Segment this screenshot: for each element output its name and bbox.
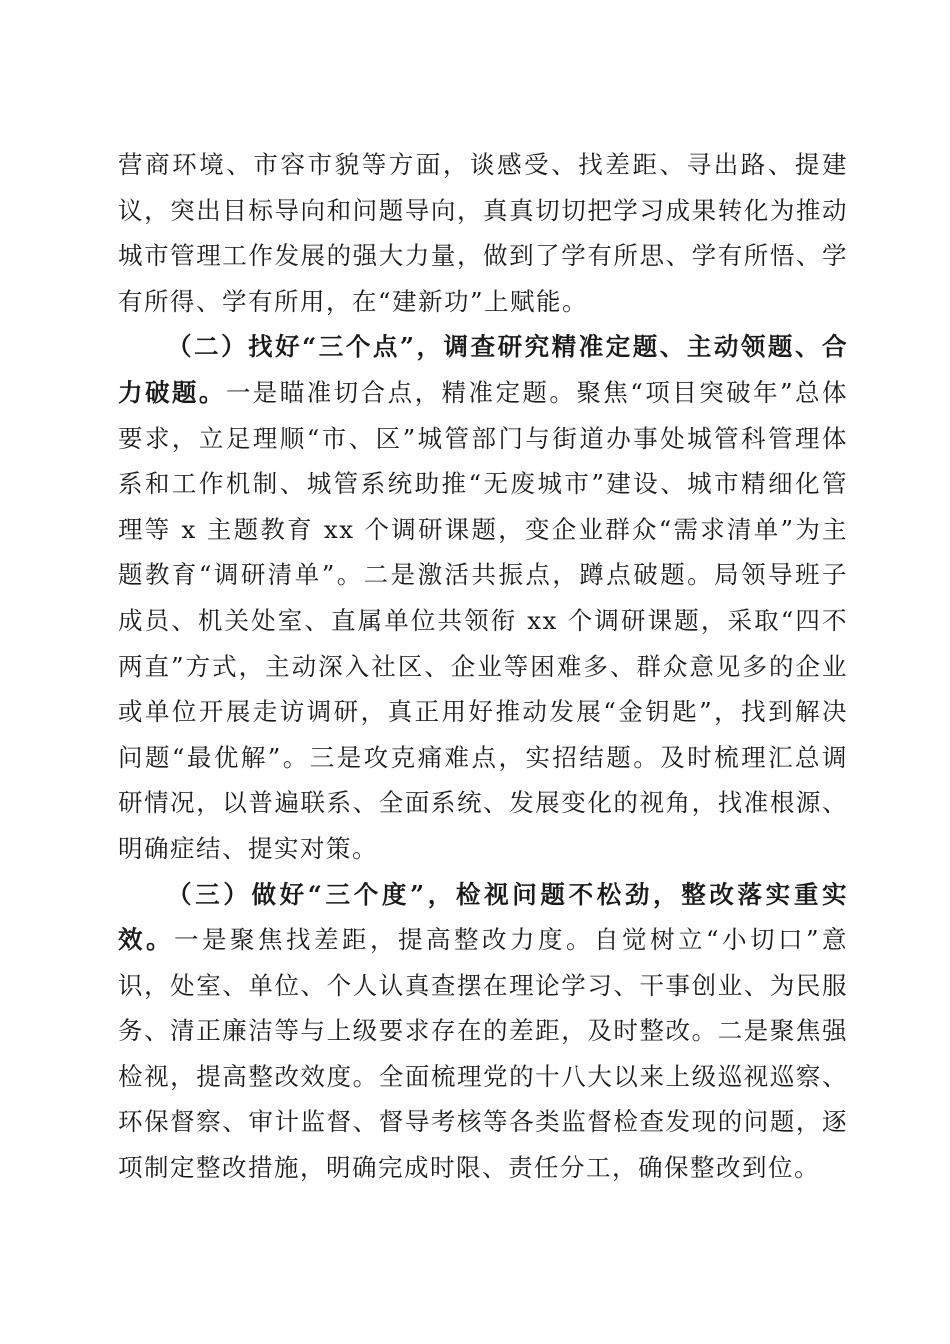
paragraph-3-text: 一是聚焦找差距，提高整改力度。自觉树立“小切口”意识，处室、单位、个人认真查摆在理论学习、干事创业、为民服务、清正廉洁等与上级要求存在的差距，及时整改。二是聚焦强检视，提高整改效度。全面梳理党的十八大以来上级巡视巡察、环保督察、审计监督、督导考核等各类监督检查发现的问题，逐项制定整改措施，明确完成时限、责任分工，确保整改到位。: [118, 925, 848, 1183]
paragraph-3-heading: （三）做好“三个度”，检视问题不松劲，整改落实重实效。: [118, 879, 848, 955]
paragraph-2-text: 一是瞄准切合点，精准定题。聚焦“项目突破年”总体要求，立足理顺“市、区”城管部门与街道办事处城管科管理体系和工作机制、城管系统助推“无废城市”建设、城市精细化管理等 x 主题教育 xx 个调研课题，变企业群众“需求清单”为主题教育“调研清单”。二是激活共振点，蹲点破题。局领导班子成员、机关处室、直属单位共领衔 xx 个调研课题，采取“四不两直”方式，主动深入社区、企业等困难多、群众意见多的企业或单位开展走访调研，真正用好推动发展“金钥匙”，找到解决问题“最优解”。三是攻克痛难点，实招结题。及时梳理汇总调研情况，以普遍联系、全面系统、发展变化的视角，找准根源、明确症结、提实对策。: [118, 377, 848, 863]
paragraph-2-heading: （二）找好“三个点”，调查研究精准定题、主动领题、合力破题。: [118, 332, 848, 407]
document-page: [118, 142, 848, 1191]
paragraph-2: [118, 324, 848, 871]
paragraph-1: [118, 142, 848, 324]
paragraph-1-text: 营商环境、市容市貌等方面，谈感受、找差距、寻出路、提建议，突出目标导向和问题导向，真真切切把学习成果转化为推动城市管理工作发展的强大力量，做到了学有所思、学有所悟、学有所得、学有所用，在“建新功”上赋能。: [118, 150, 848, 316]
paragraph-3: [118, 872, 848, 1191]
